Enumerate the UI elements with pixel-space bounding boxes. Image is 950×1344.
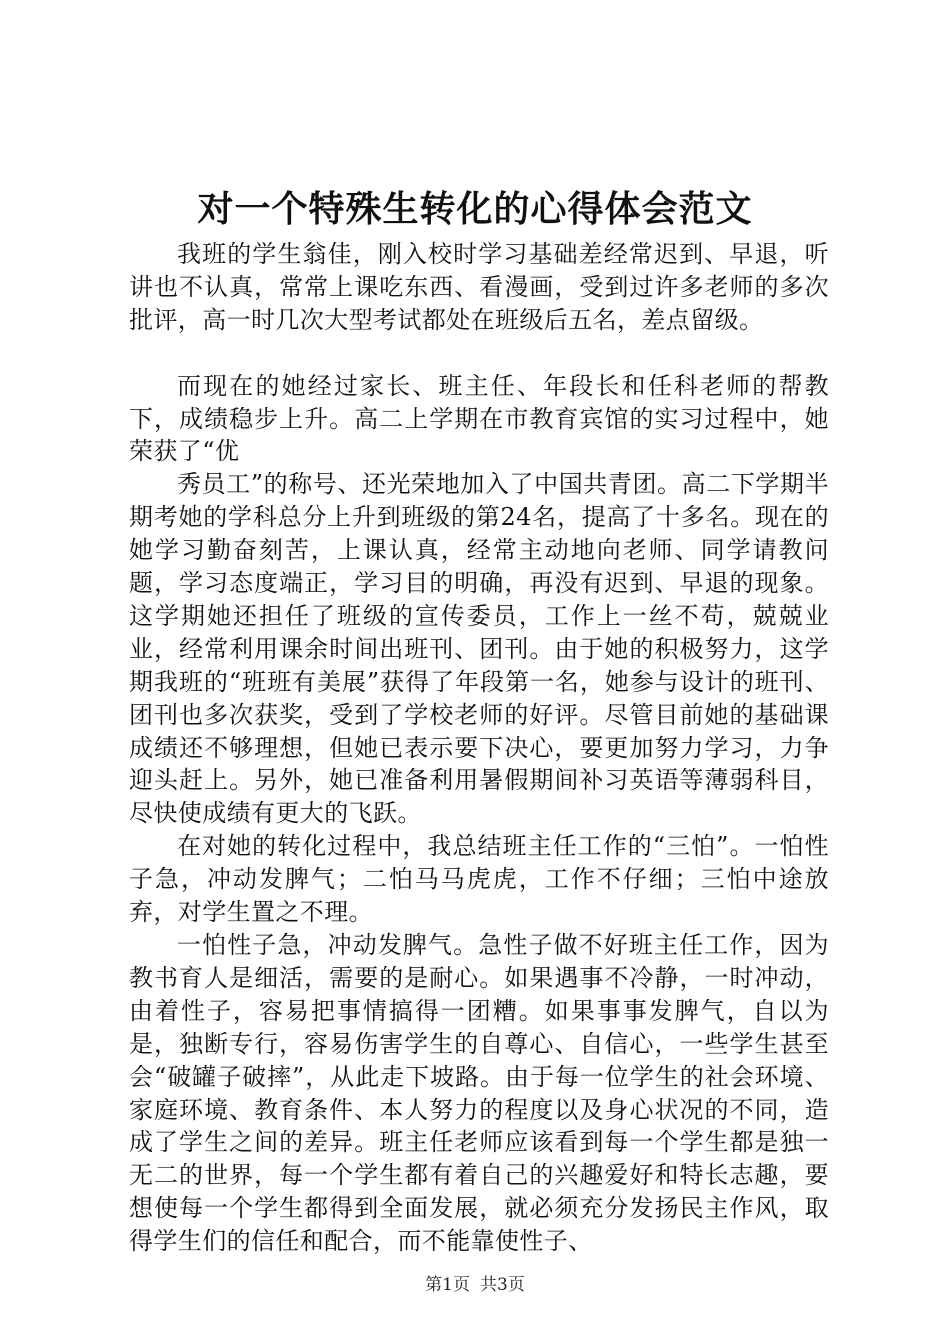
paragraph: 一怕性子急，冲动发脾气。急性子做不好班主任工作，因为教书育人是细活，需要的是耐心。如果遇事不冷静，一时冲动，由着性子，容易把事情搞得一团糟。如果事事发脾气，自以为是，独断专行，容易伤害学生的自尊心、自信心，一些学生甚至会“破罐子破摔”，从此走下坡路。由于每一位学生的社会环境、家庭环境、教育条件、本人努力的程度以及身心状况的不同，造成了学生之间的差异。班主任老师应该看到每一个学生都是独一无二的世界，每一个学生都有着自己的兴趣爱好和特长志趣，要想使每一个学生都得到全面发展，就必须充分发扬民主作风，取得学生们的信任和配合，而不能靠使性子、 — [129, 931, 829, 1256]
paragraph: 我班的学生翁佳，刚入校时学习基础差经常迟到、早退，听讲也不认真，常常上课吃东西、看漫画，受到过许多老师的多次批评，高一时几次大型考试都处在班级后五名，差点留级。 — [129, 240, 829, 334]
document-body — [129, 238, 829, 1258]
page-number: 第1页 — [425, 1275, 470, 1295]
document-title: 对一个特殊生转化的心得体会范文 — [197, 188, 753, 230]
paragraph: 秀员工”的称号、还光荣地加入了中国共青团。高二下学期半期考她的学科总分上升到班级的第24名，提高了十多名。现在的她学习勤奋刻苦，上课认真，经常主动地向老师、同学请教问题，学习态度端正，学习目的明确，再没有迟到、早退的现象。这学期她还担任了班级的宣传委员，工作上一丝不苟，兢兢业业，经常利用课余时间出班刊、团刊。由于她的积极努力，这学期我班的“班班有美展”获得了年段第一名，她参与设计的班刊、团刊也多次获奖，受到了学校老师的好评。尽管目前她的基础课成绩还不够理想，但她已表示要下决心，要更加努力学习，力争迎头赶上。另外，她已准备利用暑假期间补习英语等薄弱科目，尽快使成绩有更大的飞跃。 — [129, 470, 829, 828]
page-footer — [0, 1274, 950, 1296]
paragraph: 在对她的转化过程中，我总结班主任工作的“三怕”。一怕性子急，冲动发脾气；二怕马马虎虎，工作不仔细；三怕中途放弃，对学生置之不理。 — [129, 832, 829, 927]
paragraph: 而现在的她经过家长、班主任、年段长和任科老师的帮教下，成绩稳步上升。高二上学期在市教育宾馆的实习过程中，她荣获了“优 — [129, 371, 829, 466]
page-total: 共3页 — [480, 1275, 525, 1295]
